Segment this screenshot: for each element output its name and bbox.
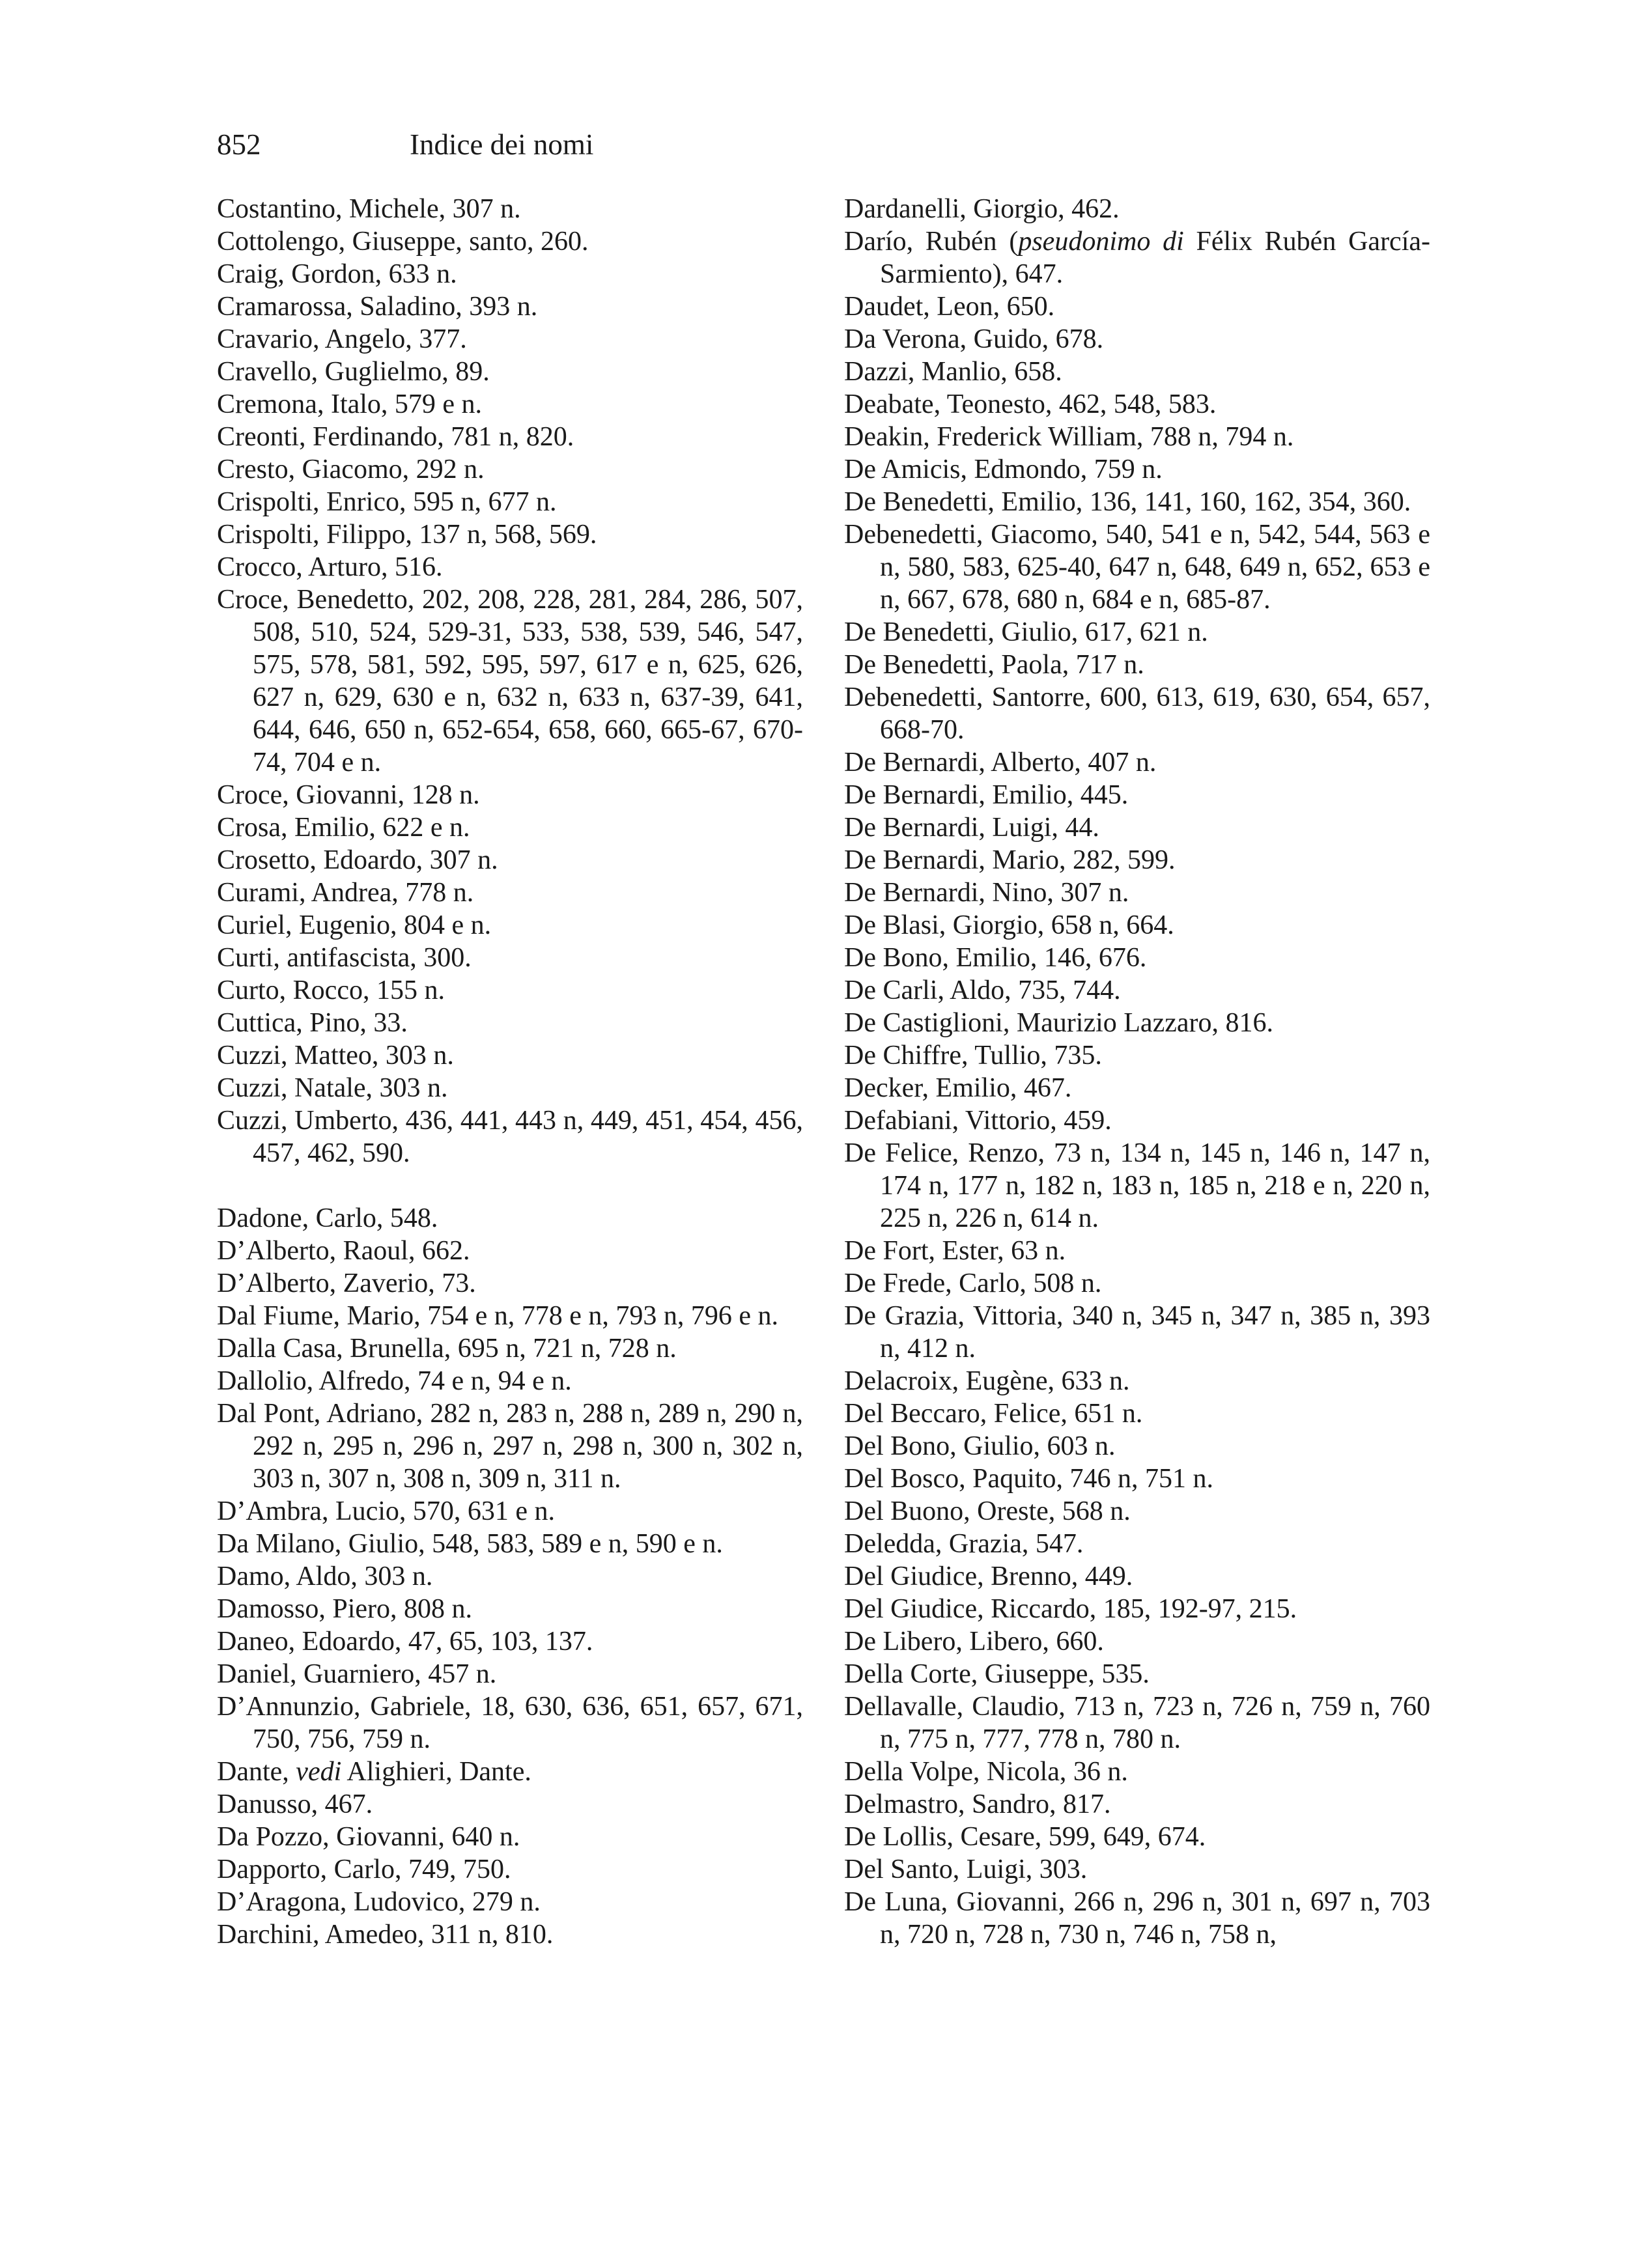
- index-entry: Crosetto, Edoardo, 307 n.: [217, 845, 498, 875]
- index-entry: Della Corte, Giuseppe, 535.: [844, 1659, 1150, 1689]
- index-entry: Curti, antifascista, 300.: [217, 943, 472, 973]
- index-entry: De Amicis, Edmondo, 759 n.: [844, 455, 1163, 484]
- index-entry: Delacroix, Eugène, 633 n.: [844, 1366, 1130, 1396]
- index-entry: Del Beccaro, Felice, 651 n.: [844, 1399, 1143, 1429]
- index-entry: Da Milano, Giulio, 548, 583, 589 e n, 590 e n.: [217, 1529, 723, 1559]
- index-entry: De Bernardi, Alberto, 407 n.: [844, 748, 1157, 777]
- index-entry: De Carli, Aldo, 735, 744.: [844, 975, 1121, 1005]
- index-entry: Dante, vedi Alighieri, Dante.: [217, 1757, 531, 1787]
- index-entry: De Bernardi, Mario, 282, 599.: [844, 845, 1176, 875]
- running-title: Indice dei nomi: [410, 128, 594, 161]
- index-entry: Dallolio, Alfredo, 74 e n, 94 e n.: [217, 1366, 572, 1396]
- index-entry: Del Bosco, Paquito, 746 n, 751 n.: [844, 1464, 1213, 1494]
- index-entry: Debenedetti, Santorre, 600, 613, 619, 630, 654, 657, 668-70.: [844, 682, 1430, 745]
- index-entry: De Libero, Libero, 660.: [844, 1627, 1104, 1657]
- index-entry: D’Aragona, Ludovico, 279 n.: [217, 1887, 541, 1917]
- index-entry: Dazzi, Manlio, 658.: [844, 357, 1062, 387]
- index-entry: Decker, Emilio, 467.: [844, 1073, 1072, 1103]
- index-entry: Croce, Benedetto, 202, 208, 228, 281, 284, 286, 507, 508, 510, 524, 529-31, 533, 538, 539, 546, 547, 575, 578, 581, 592, 595, 597, 617 e n, 625, 626, 627 n, 629, 630 e n, 632 n, 633 n, 637-39, 641, 644, 646, 650 n, 652-654, 658, 660, 665-67, 670-74, 704 e n.: [217, 585, 803, 777]
- index-entry: Dapporto, Carlo, 749, 750.: [217, 1855, 511, 1884]
- index-column-right: [844, 193, 1430, 1951]
- index-entry: Cresto, Giacomo, 292 n.: [217, 455, 485, 484]
- index-entry: Dadone, Carlo, 548.: [217, 1203, 438, 1233]
- running-header: [217, 119, 1423, 171]
- index-entry: De Lollis, Cesare, 599, 649, 674.: [844, 1822, 1206, 1852]
- index-entry: De Castiglioni, Maurizio Lazzaro, 816.: [844, 1008, 1273, 1038]
- index-entry: De Benedetti, Emilio, 136, 141, 160, 162, 354, 360.: [844, 487, 1411, 517]
- index-entry: Defabiani, Vittorio, 459.: [844, 1106, 1112, 1136]
- index-entry: Cuzzi, Matteo, 303 n.: [217, 1041, 454, 1071]
- index-entry: Delmastro, Sandro, 817.: [844, 1789, 1111, 1819]
- index-entry: Damo, Aldo, 303 n.: [217, 1561, 433, 1591]
- index-entry: Curiel, Eugenio, 804 e n.: [217, 910, 492, 940]
- index-entry: Curami, Andrea, 778 n.: [217, 878, 474, 908]
- index-entry: D’Alberto, Zaverio, 73.: [217, 1268, 476, 1298]
- index-entry: Dal Pont, Adriano, 282 n, 283 n, 288 n, 289 n, 290 n, 292 n, 295 n, 296 n, 297 n, 298 n, 300 n, 302 n, 303 n, 307 n, 308 n, 309 n, 311 n.: [217, 1399, 803, 1494]
- index-entry: Da Pozzo, Giovanni, 640 n.: [217, 1822, 520, 1852]
- index-entry: Danusso, 467.: [217, 1789, 373, 1819]
- index-entry: De Chiffre, Tullio, 735.: [844, 1041, 1102, 1071]
- index-entry: Daneo, Edoardo, 47, 65, 103, 137.: [217, 1627, 593, 1657]
- index-entry: Creonti, Ferdinando, 781 n, 820.: [217, 422, 574, 452]
- index-entry: De Bernardi, Nino, 307 n.: [844, 878, 1129, 908]
- index-entry: De Frede, Carlo, 508 n.: [844, 1268, 1102, 1298]
- index-entry: Craig, Gordon, 633 n.: [217, 259, 457, 289]
- index-entry: Daniel, Guarniero, 457 n.: [217, 1659, 497, 1689]
- index-entry: Deledda, Grazia, 547.: [844, 1529, 1084, 1559]
- index-entry: D’Ambra, Lucio, 570, 631 e n.: [217, 1496, 556, 1526]
- index-entry: Deabate, Teonesto, 462, 548, 583.: [844, 389, 1217, 419]
- index-entry: Del Giudice, Riccardo, 185, 192-97, 215.: [844, 1594, 1297, 1624]
- index-entry: Debenedetti, Giacomo, 540, 541 e n, 542, 544, 563 e n, 580, 583, 625-40, 647 n, 648, 649 n, 652, 653 e n, 667, 678, 680 n, 684 e n, 685-87.: [844, 520, 1430, 615]
- index-entry: Cramarossa, Saladino, 393 n.: [217, 292, 538, 322]
- index-entry: Dal Fiume, Mario, 754 e n, 778 e n, 793 n, 796 e n.: [217, 1301, 779, 1331]
- index-entry: Cravello, Guglielmo, 89.: [217, 357, 490, 387]
- italic-note: vedi: [296, 1757, 342, 1787]
- index-entry: Del Santo, Luigi, 303.: [844, 1855, 1088, 1884]
- index-entry: Damosso, Piero, 808 n.: [217, 1594, 472, 1624]
- index-entry: Del Bono, Giulio, 603 n.: [844, 1431, 1116, 1461]
- index-entry: De Benedetti, Giulio, 617, 621 n.: [844, 617, 1208, 647]
- index-entry: Dalla Casa, Brunella, 695 n, 721 n, 728 n.: [217, 1334, 677, 1364]
- index-entry: De Bono, Emilio, 146, 676.: [844, 943, 1147, 973]
- index-entry: De Bernardi, Emilio, 445.: [844, 780, 1129, 810]
- index-entry: Daudet, Leon, 650.: [844, 292, 1055, 322]
- index-entry: Crispolti, Enrico, 595 n, 677 n.: [217, 487, 557, 517]
- index-entry: Del Buono, Oreste, 568 n.: [844, 1496, 1131, 1526]
- index-entry: De Benedetti, Paola, 717 n.: [844, 650, 1144, 680]
- index-entry: Darchini, Amedeo, 311 n, 810.: [217, 1920, 554, 1950]
- index-entry: Crocco, Arturo, 516.: [217, 552, 443, 582]
- index-entry: Crosa, Emilio, 622 e n.: [217, 813, 470, 843]
- index-entry: De Grazia, Vittoria, 340 n, 345 n, 347 n, 385 n, 393 n, 412 n.: [844, 1301, 1430, 1364]
- index-entry: Curto, Rocco, 155 n.: [217, 975, 445, 1005]
- index-entry: De Blasi, Giorgio, 658 n, 664.: [844, 910, 1174, 940]
- italic-note: pseudonimo di: [1018, 227, 1184, 257]
- page-number: 852: [217, 128, 261, 161]
- index-entry: D’Annunzio, Gabriele, 18, 630, 636, 651, 657, 671, 750, 756, 759 n.: [217, 1692, 803, 1754]
- index-entry: Crispolti, Filippo, 137 n, 568, 569.: [217, 520, 597, 550]
- index-entry: Cuzzi, Natale, 303 n.: [217, 1073, 448, 1103]
- index-entry: Da Verona, Guido, 678.: [844, 324, 1104, 354]
- index-entry: D’Alberto, Raoul, 662.: [217, 1236, 470, 1266]
- letter-section-gap: [217, 1169, 803, 1202]
- index-entry: Cottolengo, Giuseppe, santo, 260.: [217, 227, 589, 257]
- index-entry: De Luna, Giovanni, 266 n, 296 n, 301 n, 697 n, 703 n, 720 n, 728 n, 730 n, 746 n, 758 n,: [844, 1887, 1430, 1950]
- index-entry: Croce, Giovanni, 128 n.: [217, 780, 480, 810]
- index-entry: Dardanelli, Giorgio, 462.: [844, 194, 1120, 224]
- index-entry: Cuzzi, Umberto, 436, 441, 443 n, 449, 451, 454, 456, 457, 462, 590.: [217, 1106, 803, 1168]
- index-entry: Cremona, Italo, 579 e n.: [217, 389, 483, 419]
- index-entry: Della Volpe, Nicola, 36 n.: [844, 1757, 1128, 1787]
- index-entry: Dellavalle, Claudio, 713 n, 723 n, 726 n, 759 n, 760 n, 775 n, 777, 778 n, 780 n.: [844, 1692, 1430, 1754]
- index-column-left: [217, 193, 803, 1951]
- index-entry: Cuttica, Pino, 33.: [217, 1008, 408, 1038]
- index-entry: De Bernardi, Luigi, 44.: [844, 813, 1099, 843]
- index-entry: De Felice, Renzo, 73 n, 134 n, 145 n, 146 n, 147 n, 174 n, 177 n, 182 n, 183 n, 185 n, 218 e n, 220 n, 225 n, 226 n, 614 n.: [844, 1138, 1430, 1233]
- index-entry: Darío, Rubén (pseudonimo di Félix Rubén García-Sarmiento), 647.: [844, 227, 1430, 289]
- index-entry: Cravario, Angelo, 377.: [217, 324, 467, 354]
- index-entry: Del Giudice, Brenno, 449.: [844, 1561, 1133, 1591]
- index-entry: De Fort, Ester, 63 n.: [844, 1236, 1066, 1266]
- index-entry: Costantino, Michele, 307 n.: [217, 194, 521, 224]
- index-entry: Deakin, Frederick William, 788 n, 794 n.: [844, 422, 1294, 452]
